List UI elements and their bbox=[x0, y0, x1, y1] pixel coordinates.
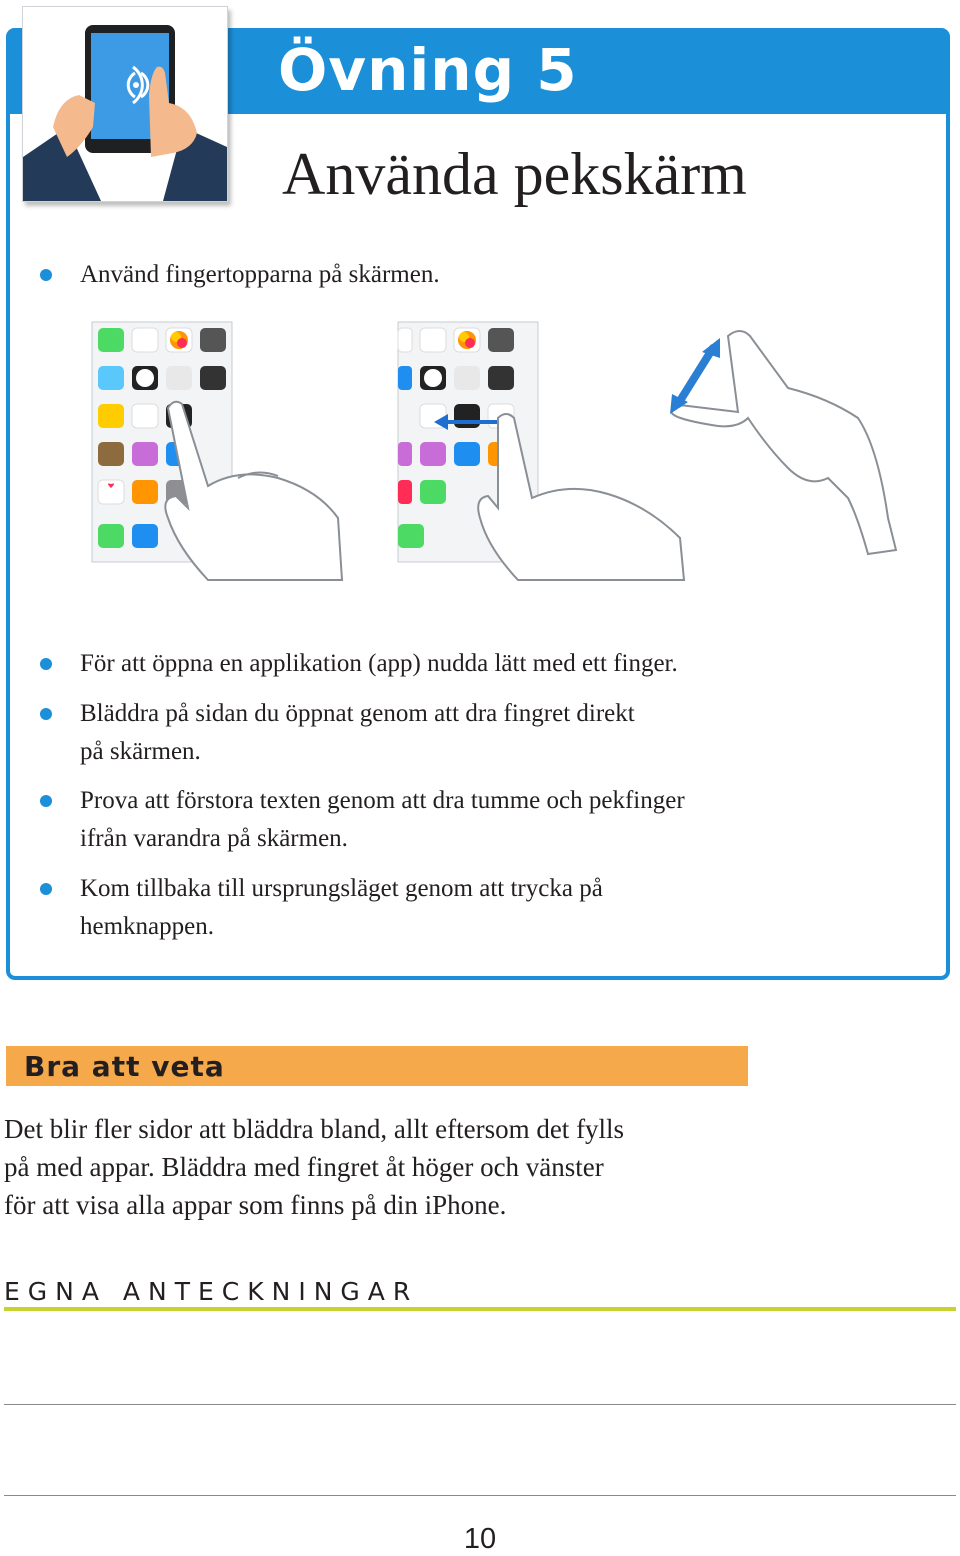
bullet-text: ifrån varandra på skärmen. bbox=[80, 825, 348, 852]
tablet-touch-icon bbox=[23, 7, 227, 201]
bullet-text: För att öppna en applikation (app) nudda lätt med ett finger. bbox=[80, 650, 678, 677]
bra-att-veta-text: för att visa alla appar som finns på din iPhone. bbox=[4, 1190, 507, 1220]
bullet-dot bbox=[40, 269, 52, 281]
bullet-dot bbox=[40, 658, 52, 670]
notes-line bbox=[4, 1495, 956, 1496]
bra-att-veta-title: Bra att veta bbox=[24, 1050, 225, 1083]
bullet-dot bbox=[40, 795, 52, 807]
bullet-text: hemknappen. bbox=[80, 913, 214, 940]
notes-line bbox=[4, 1404, 956, 1405]
intro-bullet-text: Använd fingertopparna på skärmen. bbox=[80, 261, 440, 288]
tablet-touch-thumbnail bbox=[22, 6, 228, 202]
page-number: 10 bbox=[463, 1523, 497, 1555]
exercise-title: Övning 5 bbox=[278, 36, 578, 104]
bra-att-veta-text: Det blir fler sidor att bläddra bland, allt eftersom det fylls bbox=[4, 1114, 625, 1144]
touch-gestures-illustration bbox=[88, 318, 908, 588]
notes-title: EGNA ANTECKNINGAR bbox=[4, 1277, 419, 1306]
bullet-text: på skärmen. bbox=[80, 738, 201, 765]
bullet-text: Prova att förstora texten genom att dra tumme och pekfinger bbox=[80, 787, 685, 814]
bullet-text: Kom tillbaka till ursprungsläget genom att trycka på bbox=[80, 875, 603, 902]
bullet-dot bbox=[40, 708, 52, 720]
bra-att-veta-text: på med appar. Bläddra med fingret åt höger och vänster bbox=[4, 1152, 604, 1182]
bullet-text: Bläddra på sidan du öppnat genom att dra fingret direkt bbox=[80, 700, 635, 727]
notes-underline bbox=[4, 1307, 956, 1311]
bullet-dot bbox=[40, 883, 52, 895]
exercise-subtitle: Använda pekskärm bbox=[282, 141, 747, 207]
